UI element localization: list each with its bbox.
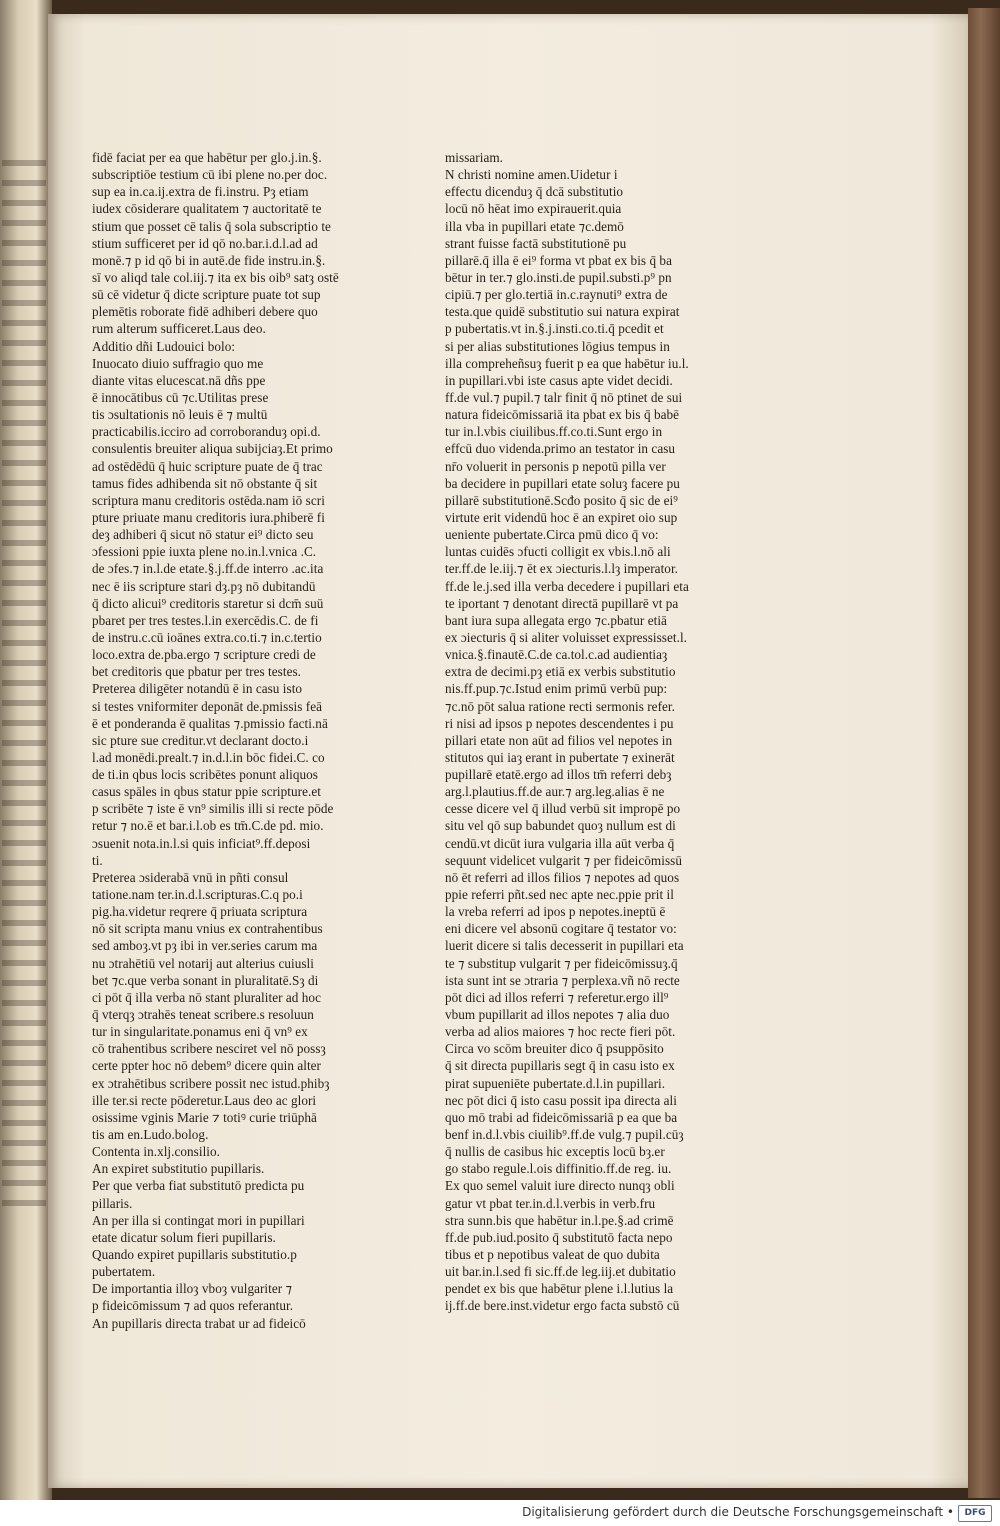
text-line: ɔsuenit nota.in.l.si quis inficiat⁹.ff.deposi (92, 835, 311, 851)
text-line: stra sunn.bis que habētur in.l.pe.§.ad crimē (445, 1212, 674, 1228)
text-line: ⁊c.nō pōt salua ratione recti sermonis refer. (445, 698, 675, 714)
text-line: ti. (92, 852, 103, 868)
text-line: eni dicere vel absonū cogitare q̄ testator vo: (445, 921, 677, 937)
text-line: de instru.c.cū ioānes extra.co.ti.⁊ in.c.tertio (92, 629, 322, 645)
dfg-logo-icon: DFG (958, 1505, 992, 1522)
text-line: nu ɔtrahētiū vel notarij aut alterius cuiusli (92, 955, 314, 971)
text-line: tis ɔsultationis nō leuis ē ⁊ multū (92, 407, 268, 423)
text-line: practicabilis.icciro ad corroboranduȝ opi.d. (92, 424, 321, 440)
text-line: testa.que quidē substitutio sui natura expirat (445, 304, 680, 320)
text-line: de ɔfes.⁊ in.l.de etate.§.j.ff.de interro .ac.ita (92, 561, 324, 577)
text-line: bet creditoris que pbatur per tres testes. (92, 664, 301, 680)
text-line: vnica.§.finautē.C.de ca.tol.c.ad audientiaȝ (445, 647, 668, 663)
text-line: ē et ponderanda ē qualitas ⁊.pmissio facti.nā (92, 715, 328, 731)
text-line: illa vba in pupillari etate ⁊c.demō (445, 218, 624, 234)
text-line: sequunt videlicet vulgarit ⁊ per fideicōmissū (445, 852, 682, 868)
text-line: effcū duo videnda.primo an testator in casu (445, 441, 676, 457)
text-line: q̄ dicto alicui⁹ creditoris staretur si dcm̄ suū (92, 595, 324, 611)
text-line: Preterea diligēter notandū ē in casu isto (92, 681, 303, 697)
text-line: bant iura supa allegata ergo ⁊c.pbatur etiā (445, 612, 667, 628)
text-line: vbum pupillarit ad illos nepotes ⁊ alia duo (445, 1007, 670, 1023)
text-line: pōt dici ad illos referri ⁊ referetur.ergo ill⁹ (445, 989, 669, 1005)
funding-credit: Digitalisierung gefördert durch die Deutsche Forschungsgemeinschaft • (522, 1505, 954, 1519)
footer-bar (0, 1500, 1000, 1526)
text-line: sū cē videtur q̄ dicte scripture puate tot sup (92, 287, 321, 303)
text-line: ē innocātibus cū ⁊c.Utilitas prese (92, 389, 269, 405)
text-line: effectu dicenduȝ q̄ dcā substitutio (445, 184, 624, 200)
text-line: pig.ha.videtur reqrere q̄ priuata scriptura (92, 904, 308, 920)
text-line: sup ea in.ca.ij.extra de fi.instru. Pȝ etiam (92, 184, 309, 200)
left-text-column (92, 149, 382, 1332)
text-line: p fideicōmissum ⁊ ad quos referantur. (92, 1298, 294, 1314)
text-line: in pupillari.vbi iste casus apte videt decidi. (445, 372, 673, 388)
text-line: strant fuisse factā substitutionē pu (445, 235, 627, 251)
text-line: De importantia illoȝ vboȝ vulgariter ⁊ (92, 1281, 293, 1297)
text-line: si testes vniformiter deponāt de.pmissis feā (92, 698, 322, 714)
text-line: ex ɔtrahētibus scribere possit nec istud.phibȝ (92, 1075, 330, 1091)
text-line: ij.ff.de bere.inst.videtur ergo facta substō cū (445, 1298, 680, 1314)
text-line: retur ⁊ no.ē et bar.i.l.ob es tm̄.C.de pd. mio. (92, 818, 324, 834)
text-line: An pupillaris directa trabat ur ad fideicō (92, 1315, 306, 1331)
text-line: Contenta in.xlj.consilio. (92, 1144, 220, 1160)
text-line: tibus et p nepotibus valeat de quo dubita (445, 1247, 660, 1262)
text-line: Inuocato diuio suffragio quo me (92, 355, 264, 371)
text-line: ex ɔiecturis q̄ si aliter voluisset expressisset.l. (445, 629, 688, 645)
text-line: diante vitas elucescat.nā dñs ppe (92, 372, 266, 388)
text-line: luntas cuidēs ɔfucti colligit ex vbis.l.nō ali (445, 544, 671, 560)
text-line: si per alias substitutiones lōgius tempus in (445, 338, 670, 354)
text-line: pendet ex bis que habētur plene i.l.lutius la (445, 1281, 674, 1297)
text-line: tis am en.Ludo.bolog. (92, 1127, 209, 1143)
text-line: pupillarē etatē.ergo ad illos tm̄ referri debȝ (445, 767, 672, 783)
text-line: pture priuate manu creditoris iura.phiberē fi (92, 509, 325, 525)
text-line: extra de decimi.pȝ etiā ex verbis substitutio (445, 664, 676, 680)
text-line: pillarē substitutionē.Scđo posito q̄ sic de ei⁹ (445, 492, 678, 508)
text-line: cesse dicere vel q̄ illud verbū sit impropē po (445, 801, 681, 817)
text-line: scriptura manu creditoris ostēda.nam iō scri (92, 492, 325, 508)
text-line: monē.⁊ p id qō bi in autē.de fide instru.in.§. (92, 252, 326, 268)
text-line: ba decidere in pupillari etate soluȝ facere pu (445, 475, 680, 491)
text-line: sic pture sue creditur.vt declarant docto.i (92, 732, 309, 748)
text-line: fidē faciat per ea que habētur per glo.j.in.§. (92, 150, 322, 165)
text-line: arg.l.plautius.ff.de aur.⁊ arg.leg.alias ē ne (445, 784, 665, 800)
text-line: cipiū.⁊ per glo.tertiā in.c.raynuti⁹ extra de (445, 287, 668, 303)
text-line: tur in.l.vbis ciuilibus.ff.co.ti.Sunt ergo in (445, 424, 663, 440)
text-line: quo mō trabi ad fideicōmissariā p ea que ba (445, 1109, 678, 1125)
text-line: pillaris. (92, 1195, 133, 1211)
text-line: Circa vo scōm breuiter dico q̄ psuppōsito (445, 1041, 664, 1057)
right-text-column (445, 149, 763, 1315)
verso-text-fragment (2, 160, 46, 1210)
text-line: gatur vt pbat ter.in.d.l.verbis in verb.fru (445, 1195, 656, 1211)
text-line: bētur in ter.⁊ glo.insti.de pupil.substi.p⁹ pn (445, 269, 672, 285)
text-line: bet ⁊c.que verba sonant in pluralitatē.Sȝ di (92, 972, 319, 988)
text-line: plemētis roborate fidē adhiberi debere quo (92, 304, 318, 320)
text-line: situ vel qō sup babundet quoȝ nullum est di (445, 818, 676, 834)
text-line: tatione.nam ter.in.d.l.scripturas.C.q po.i (92, 887, 303, 903)
text-line: ppie referri pñt.sed nec apte nec.ppie prit il (445, 887, 674, 903)
text-line: la vreba referri ad ipos p nepotes.ineptū ē (445, 904, 666, 920)
text-line: q̄ sit directa pupillaris segt q̄ in casu isto ex (445, 1058, 675, 1074)
text-line: stitutos qui iaȝ erant in pubertate ⁊ exinerāt (445, 749, 675, 765)
verso-page-edge (0, 0, 52, 1500)
text-line: nec pōt dici q̄ isto casu possit ipa directa ali (445, 1092, 677, 1108)
text-line: go stabo regule.l.ois diffinitio.ff.de reg. iu. (445, 1161, 672, 1177)
text-line: Additio dñi Ludouici bolo: (92, 338, 236, 354)
text-line: An per illa si contingat mori in pupillari (92, 1212, 305, 1228)
text-line: benf in.d.l.vbis ciuilib⁹.ff.de vulg.⁊ pupil.cūȝ (445, 1127, 684, 1143)
text-line: q̄ nullis de casibus hic exceptis locū bȝ.er (445, 1144, 665, 1160)
text-line: An expiret substitutio pupillaris. (92, 1161, 265, 1177)
text-line: etate dicatur solum fieri pupillaris. (92, 1229, 276, 1245)
text-line: nr̄o voluerit in personis p nepotū pilla ver (445, 458, 666, 474)
text-line: tamus fides adhibenda sit nō obstante q̄ sit (92, 475, 318, 491)
text-line: missariam. (445, 150, 504, 165)
text-line: ri nisi ad ipsos p nepotes descendentes i pu (445, 715, 674, 731)
text-line: ista sunt int se ɔtraria ⁊ perplexa.vñ nō recte (445, 972, 680, 988)
text-line: ueniente pubertate.Circa pmū dico q̄ vo: (445, 527, 659, 543)
text-line: sī vo aliqd tale col.iij.⁊ ita ex bis oib⁹ satȝ ostē (92, 269, 339, 285)
text-line: l.ad monēdi.prealt.⁊ in.d.l.in bōc fidei.C. co (92, 749, 325, 765)
text-line: cō trahentibus scribere nesciret vel nō possȝ (92, 1041, 326, 1057)
text-line: nec ē iis scripture stari dȝ.pȝ nō dubitandū (92, 578, 316, 594)
text-line: q̄ vterqȝ ɔtrahēs teneat scribere.s resoluun (92, 1007, 314, 1023)
text-line: ɔfessioni ppie iuxta plene no.in.l.vnica .C. (92, 544, 317, 560)
text-line: te iportant ⁊ denotant directā pupillarē vt pa (445, 595, 679, 611)
text-line: ter.ff.de le.iij.⁊ ēt ex ɔiecturis.l.lȝ imperator. (445, 561, 679, 577)
text-line: stium que posset cē talis q̄ sola subscriptio te (92, 218, 331, 234)
text-line: pillari etate non aūt ad filios vel nepotes in (445, 732, 673, 748)
text-line: stium sufficeret per id qō no.bar.i.d.l.ad ad (92, 235, 318, 251)
text-line: osissime vginis Marie ⁊ totiꝰ curie triūphā (92, 1109, 317, 1125)
text-line: te ⁊ substitup vulgarit ⁊ per fideicōmissuȝ.q̄ (445, 955, 678, 971)
text-line: Ex quo semel valuit iure directo nunqȝ obli (445, 1178, 675, 1194)
text-line: nis.ff.pup.⁊c.Istud enim primū verbū pup: (445, 681, 668, 697)
text-line: illa compreheñsuȝ fuerit p ea que habētur iu.l. (445, 355, 689, 371)
text-line: luerit dicere si talis decesserit in pupillari eta (445, 938, 684, 954)
text-line: cendū.vt dicūt iura vulgaria illa aūt verba q̄ (445, 835, 675, 851)
text-line: Quando expiret pupillaris substitutio.p (92, 1247, 297, 1262)
text-line: ff.de pub.iud.posito q̄ substitutō facta nepo (445, 1229, 673, 1245)
text-line: ci pōt q̄ illa verba nō stant pluraliter ad hoc (92, 989, 321, 1005)
text-line: ff.de vul.⁊ pupil.⁊ talr finit q̄ nō ptinet de sui (445, 389, 683, 405)
text-line: natura fideicōmissariā ita pbat ex bis q̄ babē (445, 407, 680, 423)
text-line: pubertatem. (92, 1264, 156, 1280)
text-line: locū nō hēat imo expirauerit.quia (445, 201, 622, 217)
text-line: loco.extra de.pba.ergo ⁊ scripture credi de (92, 647, 316, 663)
text-line: p pubertatis.vt in.§.j.insti.co.ti.q̄ pcedit et (445, 321, 664, 337)
text-line: pirat supueniēte pubertate.d.l.in pupillari. (445, 1075, 666, 1091)
text-line: casus spāles in qbus statur ppie scripture.et (92, 784, 321, 800)
text-line: Per que verba fiat substitutō predicta pu (92, 1178, 305, 1194)
text-line: Preterea ɔsiderabā vnū in pñti consul (92, 869, 289, 885)
text-line: p scribēte ⁊ iste ē vn⁹ similis illi si recte pōde (92, 801, 334, 817)
text-line: N christi nomine amen.Uidetur i (445, 167, 618, 183)
text-line: certe ppter hoc nō debem⁹ dicere quin alter (92, 1058, 321, 1074)
text-line: sed amboȝ.vt pȝ ibi in ver.series carum ma (92, 938, 318, 954)
text-line: deȝ adhiberi q̄ sicut nō statur ei⁹ dicto seu (92, 527, 314, 543)
text-line: subscriptiōe testium cū ibi plene no.per doc. (92, 167, 328, 183)
text-line: ff.de le.j.sed illa verba decedere i pupillari eta (445, 578, 689, 594)
text-line: uit bar.in.l.sed fi sic.ff.de leg.iij.et dubitatio (445, 1264, 676, 1280)
text-line: pillarē.q̄ illa ē ei⁹ forma vt pbat ex bis q̄ ba (445, 252, 672, 268)
text-line: consulentis breuiter aliqua subijciaȝ.Et primo (92, 441, 333, 457)
text-line: ad ostēdēdū q̄ huic scripture puate de q̄ trac (92, 458, 323, 474)
text-line: de ti.in qbus locis scribētes ponunt aliquos (92, 767, 318, 783)
book-cover-edge (968, 8, 1000, 1498)
text-line: ille ter.si recte pōderetur.Laus deo ac glori (92, 1092, 317, 1108)
text-line: verba ad alios maiores ⁊ hoc recte fieri pōt. (445, 1024, 676, 1040)
text-line: nō sit scripta manu vnius ex contrahentibus (92, 921, 323, 937)
text-line: nō ēt referri ad illos filios ⁊ nepotes ad quos (445, 869, 680, 885)
text-line: rum alterum sufficeret.Laus deo. (92, 321, 266, 337)
text-line: iudex cōsiderare qualitatem ⁊ auctoritatē te (92, 201, 322, 217)
text-line: virtute erit videndū hoc ē an expiret oio sup (445, 509, 678, 525)
text-line: pbaret per tres testes.l.in exercēdis.C. de fi (92, 612, 319, 628)
text-line: tur in singularitate.ponamus eni q̄ vn⁹ ex (92, 1024, 308, 1040)
